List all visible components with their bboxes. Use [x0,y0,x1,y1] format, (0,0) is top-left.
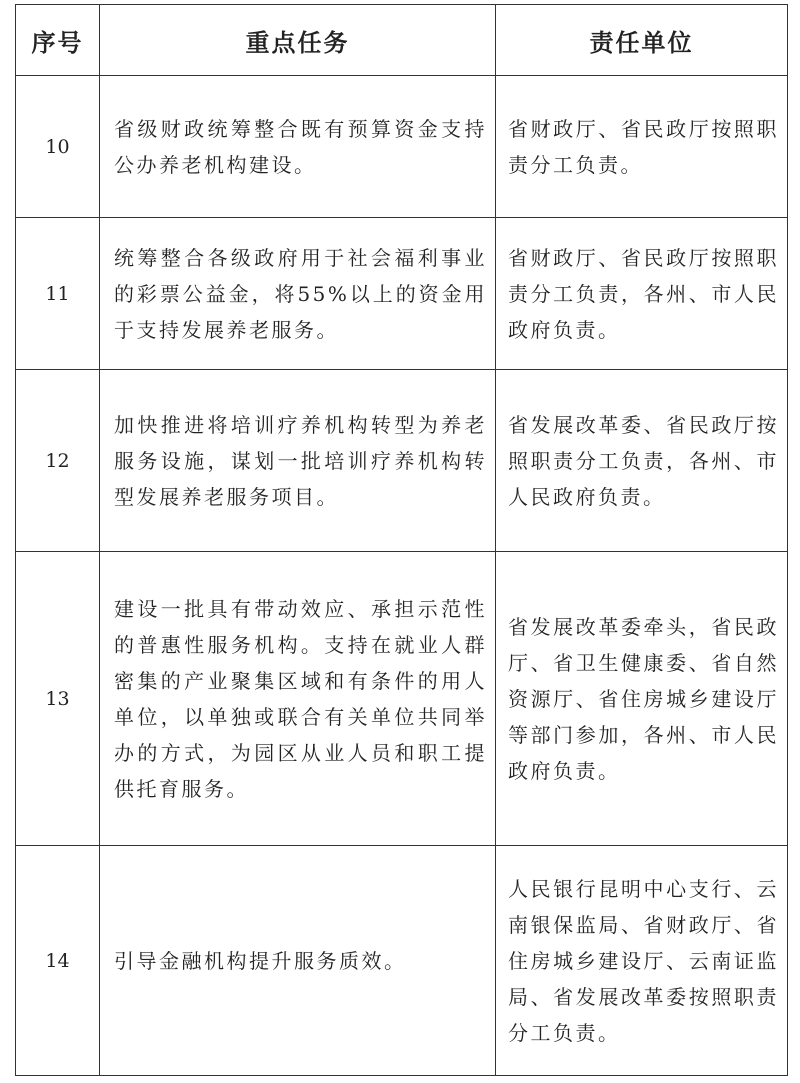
header-responsible-unit: 责任单位 [496,5,788,76]
row-responsible-unit: 省财政厅、省民政厅按照职责分工负责。 [496,76,788,218]
row-serial-number: 11 [16,218,100,370]
table-row [16,846,788,1076]
row-responsible-unit: 省发展改革委牵头，省民政厅、省卫生健康委、省自然资源厅、省住房城乡建设厅等部门参加，各州、市人民政府负责。 [496,552,788,846]
row-key-task: 统筹整合各级政府用于社会福利事业的彩票公益金，将55%以上的资金用于支持发展养老服务。 [100,218,496,370]
row-key-task: 建设一批具有带动效应、承担示范性的普惠性服务机构。支持在就业人群密集的产业聚集区域和有条件的用人单位，以单独或联合有关单位共同举办的方式，为园区从业人员和职工提供托育服务。 [100,552,496,846]
table-row [16,76,788,218]
row-key-task: 省级财政统筹整合既有预算资金支持公办养老机构建设。 [100,76,496,218]
row-key-task: 加快推进将培训疗养机构转型为养老服务设施，谋划一批培训疗养机构转型发展养老服务项目。 [100,370,496,552]
row-responsible-unit: 人民银行昆明中心支行、云南银保监局、省财政厅、省住房城乡建设厅、云南证监局、省发展改革委按照职责分工负责。 [496,846,788,1076]
table-header-row [16,5,788,76]
row-serial-number: 14 [16,846,100,1076]
header-key-task: 重点任务 [100,5,496,76]
task-table [15,4,788,1076]
table-row [16,370,788,552]
row-key-task: 引导金融机构提升服务质效。 [100,846,496,1076]
header-serial-number: 序号 [16,5,100,76]
row-serial-number: 10 [16,76,100,218]
row-responsible-unit: 省财政厅、省民政厅按照职责分工负责，各州、市人民政府负责。 [496,218,788,370]
table-row [16,552,788,846]
table-row [16,218,788,370]
row-serial-number: 12 [16,370,100,552]
row-serial-number: 13 [16,552,100,846]
row-responsible-unit: 省发展改革委、省民政厅按照职责分工负责，各州、市人民政府负责。 [496,370,788,552]
